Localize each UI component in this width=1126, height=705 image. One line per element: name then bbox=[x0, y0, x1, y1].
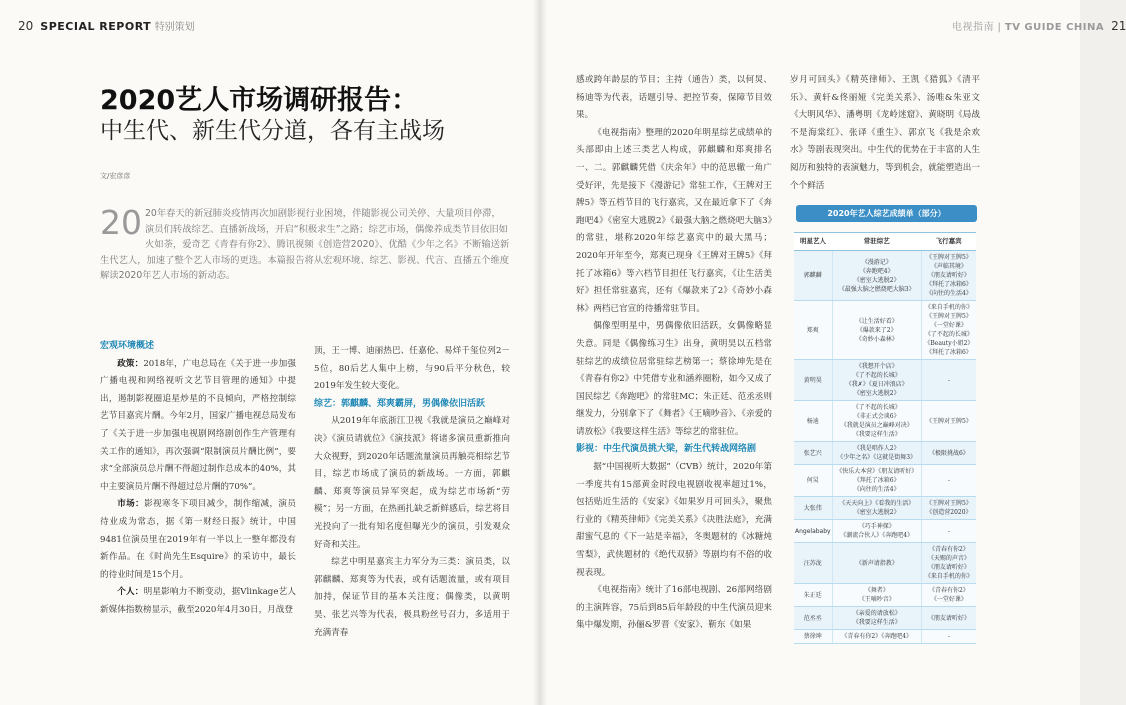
guest-shows-cell: 《朋友请听好》 bbox=[921, 607, 976, 630]
regular-shows-cell: 《巧手神探》 《潮流合伙人》《奔跑吧4》 bbox=[832, 520, 921, 543]
drop-cap: 20 bbox=[100, 203, 142, 242]
magazine-name-cn: 电视指南 bbox=[952, 22, 994, 33]
lead-text: 20年春天的新冠肺炎疫情再次加剧影视行业困境，伴随影视公司关停、大量项目停滞，演员们转战综艺、直播新战场，开启“积极求生”之路；综艺市场，偶像养成类节目依旧如火如荼，爱奇艺《青春有你2》、腾讯视频《创造营2020》、优酷《少年之名》不断输送新生代艺人，加速了整个艺人市场的更迭。本篇报告将从宏观环境、综艺、影视、代言、直播五个维度解读2020年艺人市场的新动态。 bbox=[100, 208, 510, 281]
table-row bbox=[794, 465, 976, 497]
guest-shows-cell: 《极限挑战6》 bbox=[921, 442, 976, 465]
column-2 bbox=[314, 343, 510, 642]
table-header-row bbox=[794, 233, 976, 251]
table-row bbox=[794, 607, 976, 630]
guest-shows-cell: 《青春有你2》 《天赐的声音》 《朋友请听好》 《来自手机的你》 bbox=[921, 543, 976, 584]
artist-name-cell: 黄明昊 bbox=[794, 360, 832, 401]
guest-shows-cell: - bbox=[921, 465, 976, 497]
right-running-header: 电视指南 | TV GUIDE CHINA 21 bbox=[952, 19, 1126, 33]
spine-shadow bbox=[533, 0, 547, 705]
label-personal: 个人： bbox=[117, 587, 144, 598]
guest-shows-cell: - bbox=[921, 520, 976, 543]
article-subtitle: 中生代、新生代分道，各有主战场 bbox=[100, 118, 445, 144]
label-policy: 政策： bbox=[117, 358, 144, 369]
paragraph: 偶像型明星中，男偶像依旧活跃，女偶像略显失意。同是《偶像练习生》出身，黄明昊以五档常驻综艺的成绩位居常驻综艺榜第一；蔡徐坤先是在《青春有你2》中凭借专业和涵养圈粉，如今又成了国民综艺《奔跑吧》的常驻MC；朱正廷、范丞丞则继发力，分别拿下了《舞者》《王嘀吵音》、《亲爱的请放松》《我要这样生活》等综艺的常驻位。 bbox=[576, 321, 772, 437]
table-title: 2020年艺人综艺成绩单（部分） bbox=[796, 205, 977, 222]
regular-shows-cell: 《快乐大本营》《朋友请听好》 《拜托了冰箱6》 《向往的生活4》 bbox=[832, 465, 921, 497]
paragraph: 《电视指南》统计了16部电视剧、26部网络剧的主演阵容，75后到85后年龄段的中生代演员迎来集中爆发期，孙俪&罗晋《安家》、靳东《如果 bbox=[576, 585, 772, 631]
guest-shows-cell: 《王牌对王牌5》 bbox=[921, 401, 976, 442]
regular-shows-cell: 《天天向上》《看我的生活》 《密室大逃脱2》 bbox=[832, 497, 921, 520]
table-row bbox=[794, 584, 976, 607]
guest-shows-cell: 《王牌对王牌5》 《声临其境》 《朋友请听好》 《拜托了冰箱6》 《向往的生活4》 bbox=[921, 251, 976, 301]
regular-shows-cell: 《我是唱作人2》 《少年之名》《这就是街舞3》 bbox=[832, 442, 921, 465]
artist-name-cell: 大张伟 bbox=[794, 497, 832, 520]
paragraph: 市场：影视寒冬下项目减少，制作缩减，演员待业成为常态，据《第一财经日报》统计，中国9481位演员里在2019年有一半以上一整年都没有新作品。在《时尚先生Esquire》的采访中，最长的待业时间是15个月。 bbox=[100, 499, 296, 580]
table-body bbox=[794, 251, 976, 644]
artist-name-cell: 郭麒麟 bbox=[794, 251, 832, 301]
table-row bbox=[794, 543, 976, 584]
left-running-header bbox=[18, 18, 195, 33]
paragraph: 感或跨年龄层的节目；主持（通告）类，以何炅、杨迪等为代表，话题引导、把控节奏，保障节目效果。 bbox=[576, 75, 772, 121]
artist-name-cell: 朱正廷 bbox=[794, 584, 832, 607]
artist-name-cell: 杨迪 bbox=[794, 401, 832, 442]
column-header: 飞行嘉宾 bbox=[921, 233, 976, 251]
regular-shows-cell: 《漫游记》 《奔跑吧4》 《密室大逃脱2》 《最强大脑之燃烧吧大脑3》 bbox=[832, 251, 921, 301]
section-heading-variety: 综艺：郭麒麟、郑爽霸屏，男偶像依旧活跃 bbox=[314, 398, 486, 409]
guest-shows-cell: 《来自手机的你》 《王牌对王牌5》 《一堂好课》 《了不起的长城》 《Beauty小姐2》 《拜托了冰箱6》 bbox=[921, 301, 976, 360]
artist-name-cell: 何炅 bbox=[794, 465, 832, 497]
column-4 bbox=[790, 72, 980, 195]
paragraph: 政策：2018年，广电总局在《关于进一步加强广播电视和网络视听文艺节目管理的通知》中提出，遏制影视圈追星炒星的不良倾向，严格控制综艺节目嘉宾片酬。今年2月，国家广播电视总局发布了《关于进一步加强电视剧网络剧创作生产管理有关工作的通知》，再次强调“限制演员片酬比例”，要求“全部演员总片酬不得超过制作总成本的40%，其中主要演员片酬不得超过总片酬的70%”。 bbox=[100, 358, 296, 492]
lead-paragraph bbox=[100, 203, 510, 284]
column-header: 明星艺人 bbox=[794, 233, 832, 251]
byline: 文/宏彦彦 bbox=[100, 172, 131, 180]
left-page bbox=[0, 0, 540, 705]
artist-name-cell: 范丞丞 bbox=[794, 607, 832, 630]
paragraph: 个人：明星影响力不断变动，据Vlinkage艺人新媒体指数榜显示，截至2020年4月30日，月战登 bbox=[100, 587, 296, 615]
regular-shows-cell: 《了不起的长城》 《非正式会谈6》 《我就是演员之巅峰对决》 《我要这样生活》 bbox=[832, 401, 921, 442]
paragraph: 综艺中明星嘉宾主力军分为三类：演员类，以郭麒麟、郑爽等为代表，或有话题流量，或有项目加持，保证节目的基本关注度；偶像类，以黄明昊、张艺兴等为代表，极具粉丝号召力，多适用于充满青春 bbox=[314, 557, 510, 638]
artist-name-cell: 汪苏泷 bbox=[794, 543, 832, 584]
column-header: 常驻综艺 bbox=[832, 233, 921, 251]
variety-results-table bbox=[794, 232, 976, 644]
table-row bbox=[794, 401, 976, 442]
regular-shows-cell: 《舞者》 《王嘀吵音》 bbox=[832, 584, 921, 607]
table-row bbox=[794, 442, 976, 465]
column-1 bbox=[100, 338, 296, 620]
guest-shows-cell: - bbox=[921, 630, 976, 644]
column-3 bbox=[576, 72, 772, 635]
regular-shows-cell: 《让生活好看》 《爆款来了2》 《奇妙小森林》 bbox=[832, 301, 921, 360]
table-row bbox=[794, 497, 976, 520]
left-page-number: 20 bbox=[18, 19, 34, 33]
table-row bbox=[794, 251, 976, 301]
table-row bbox=[794, 360, 976, 401]
artist-name-cell: 张艺兴 bbox=[794, 442, 832, 465]
section-heading-macro: 宏观环境概述 bbox=[100, 341, 155, 351]
regular-shows-cell: 《亲爱的请放松》 《我要这样生活》 bbox=[832, 607, 921, 630]
label-market: 市场： bbox=[117, 499, 145, 510]
section-name: SPECIAL REPORT bbox=[40, 20, 152, 33]
table-row bbox=[794, 301, 976, 360]
artist-name-cell: Angelababy bbox=[794, 520, 832, 543]
paragraph: 岁月可回头》《精英律师》、王凯《猎狐》《清平乐》、黄轩&佟丽娅《完美关系》、汤唯&朱亚文《大明风华》、潘粤明《龙岭迷窟》、黄晓明《局战不是海棠红》、张译《重生》、郭京飞《我是余欢水》等剧表现突出。中生代的优势在于丰富的人生阅历和独特的表演魅力，等到机会，就能塑造出一个个鲜活 bbox=[790, 75, 980, 191]
article-title: 2020艺人市场调研报告： bbox=[100, 85, 419, 116]
regular-shows-cell: 《我想开个店》 《了不起的长城》 《我✗》《夏日冲浪店》 《密室大逃脱2》 bbox=[832, 360, 921, 401]
guest-shows-cell: 《王牌对王牌5》 《创造营2020》 bbox=[921, 497, 976, 520]
paragraph: 《电视指南》整理的2020年明星综艺成绩单的头部即由上述三类艺人构成，郭麒麟和郑爽排名一、二。郭麒麟凭借《庆余年》中的范思辙一角广受好评，先是接下《漫游记》常驻工作，《王牌对王牌5》等五档节目的飞行嘉宾，又在最近拿下了《奔跑吧4》《密室大逃脱2》《最强大脑之燃烧吧大脑3》的常驻，堪称2020年综艺嘉宾中的最大黑马；2020年开年至今，郑爽已现身《王牌对王牌5》《拜托了冰箱6》等六档节目担任飞行嘉宾，《让生活美好》担任常驻嘉宾，还有《爆款来了2》《奇妙小森林》两档已官宣的待播常驻节目。 bbox=[576, 127, 772, 314]
section-subtitle: 特别策划 bbox=[154, 22, 195, 33]
regular-shows-cell: 《青春有你2》《奔跑吧4》 bbox=[832, 630, 921, 644]
magazine-name-en: TV GUIDE CHINA bbox=[1004, 22, 1105, 33]
table-row bbox=[794, 520, 976, 543]
section-heading-drama: 影视：中生代演员挑大梁，新生代转战网络剧 bbox=[576, 444, 757, 455]
table-row bbox=[794, 630, 976, 644]
artist-name-cell: 郑爽 bbox=[794, 301, 832, 360]
guest-shows-cell: 《青春有你2》 《一堂好课》 bbox=[921, 584, 976, 607]
paragraph: 从2019年年底浙江卫视《我就是演员之巅峰对决》《演员请就位》《演技派》将诸多演员重新推向大众视野，到2020年话题流量演员再触亮相综艺节目，综艺市场成了演员的新战场。一方面，郭麒麟、郑爽等演员异军突起，成为综艺市场新“劳模”；另一方面，在热画扎缺乏新鲜感后，综艺将目光投向了一批有知名度但曝光少的演员，引发观众好奇和关注。 bbox=[314, 416, 510, 550]
artist-name-cell: 蔡徐坤 bbox=[794, 630, 832, 644]
right-page-number: 21 bbox=[1111, 19, 1126, 33]
paragraph: 据“中国视听大数据”（CVB）统计，2020年第一季度共有15部黄金时段电视剧收视率超过1%，包括贴近生活的《安家》《如果岁月可回头》，聚焦行业的《精英律师》《完美关系》《决胜法庭》，充满甜蜜气息的《下一站是幸福》，冬奥题材的《冰糖炖雪梨》，武侠题材的《绝代双骄》等剧均有不俗的收视表现。 bbox=[576, 462, 772, 578]
paragraph: 顶，王一博、迪丽热巴、任嘉伦、易烊千玺位列2－5位，80后艺人集中上榜，与90后平分秋色，较2019年发生较大变化。 bbox=[314, 346, 510, 392]
guest-shows-cell: - bbox=[921, 360, 976, 401]
regular-shows-cell: 《新声请指教》 bbox=[832, 543, 921, 584]
